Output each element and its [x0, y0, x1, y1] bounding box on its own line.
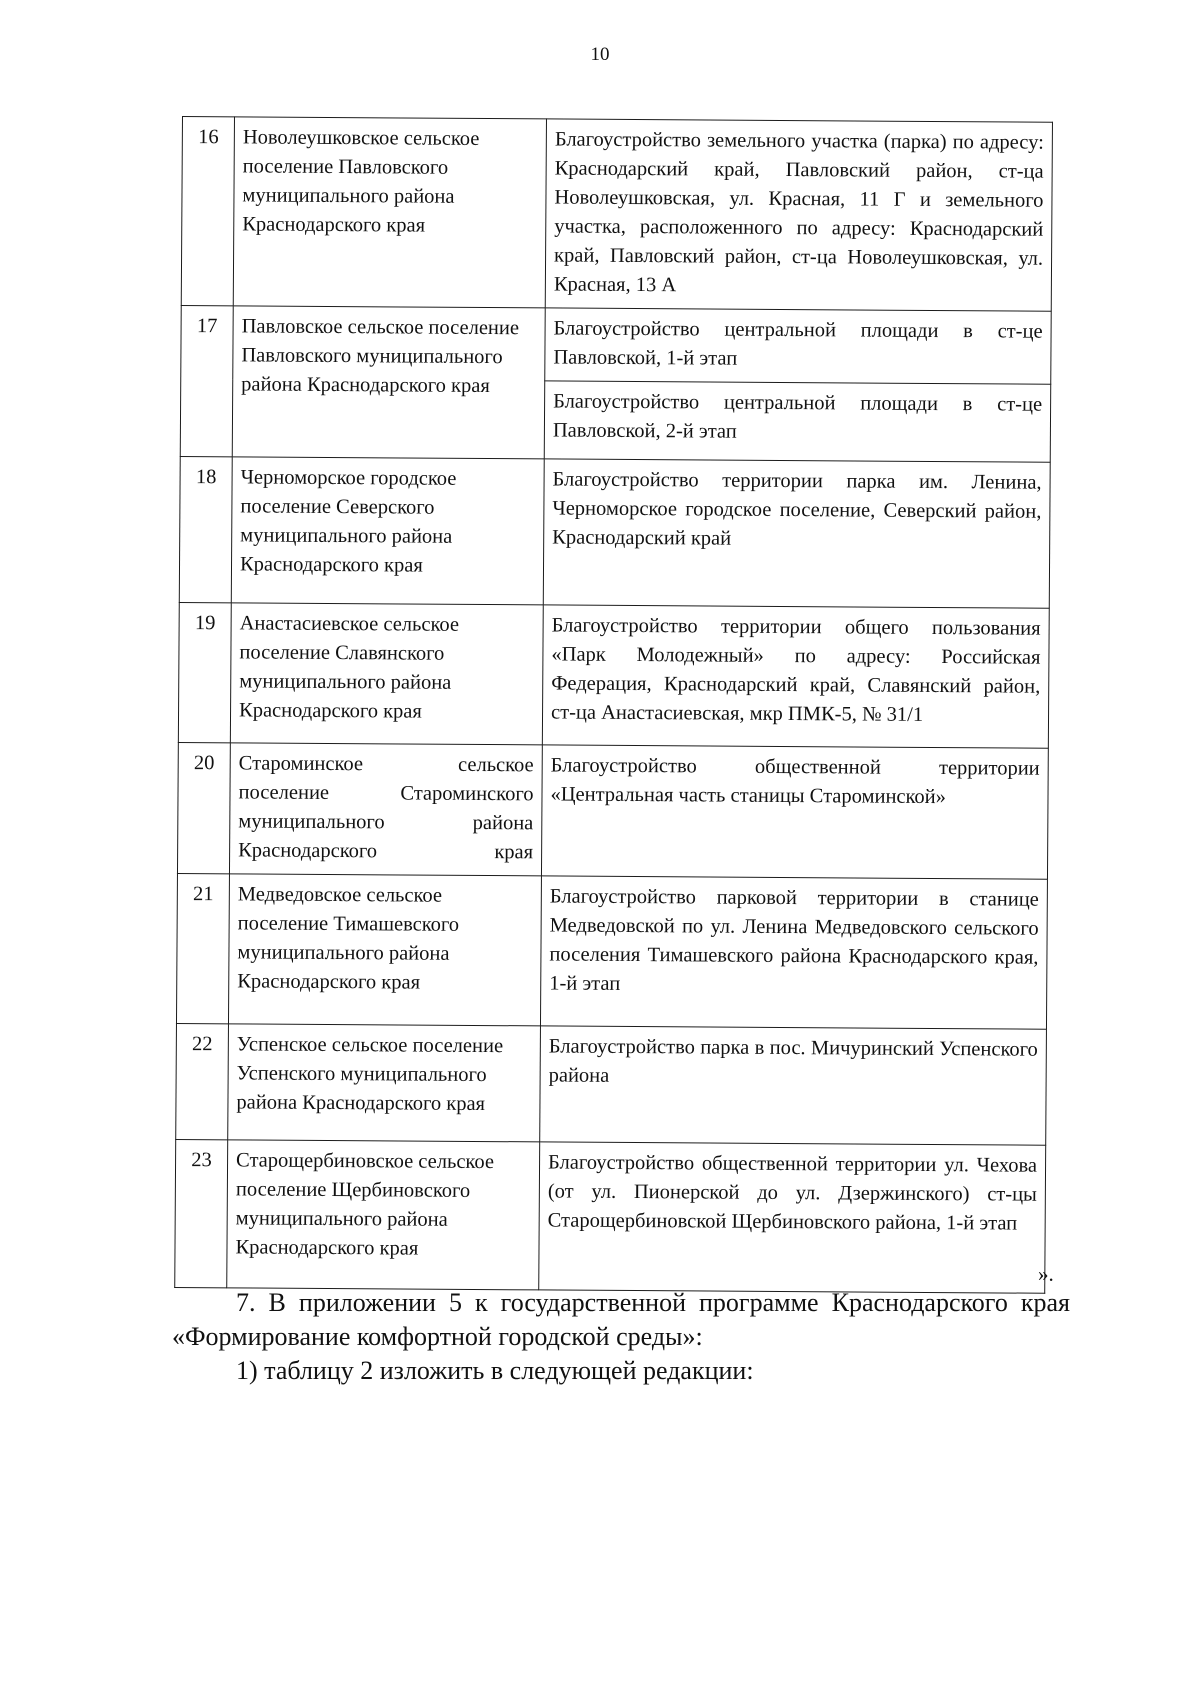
municipality-name: Медведовское сельское поселение Тимашевского муниципального района Краснодарского края [228, 874, 541, 1026]
projects-table [174, 116, 1053, 1294]
table-row [179, 456, 1050, 608]
project-description: Благоустройство общественной территории «Центральная часть станицы Староминской» [541, 745, 1048, 879]
table-row [176, 1023, 1047, 1145]
row-number: 21 [176, 873, 229, 1023]
municipality-name: Успенское сельское поселение Успенского муниципального района Краснодарского края [228, 1024, 541, 1142]
closing-quote: ». [1038, 1262, 1054, 1286]
project-description: Благоустройство территории парка им. Ленина, Черноморское городское поселение, Северский район, Краснодарский край [543, 459, 1050, 608]
municipality-name: Черноморское городское поселение Северского муниципального района Краснодарского края [231, 457, 544, 605]
table-row [177, 742, 1048, 879]
page-number: 10 [590, 44, 610, 65]
table-row [175, 1139, 1046, 1293]
municipality-name: Павловское сельское поселение Павловского муниципального района Краснодарского края [232, 306, 545, 459]
row-number: 16 [181, 117, 234, 306]
project-description: Благоустройство парка в пос. Мичуринский Успенского района [540, 1026, 1047, 1145]
project-description: Благоустройство территории общего пользования «Парк Молодежный» по адресу: Российская Федерация, Краснодарский край, Славянский район, ст-ца Анастасиевская, мкр ПМК-5, № 31/1 [542, 605, 1049, 748]
municipality-name: Староминское сельское поселение Староминского муниципального района Краснодарского края [229, 743, 542, 876]
paragraph-7-1: 1) таблицу 2 изложить в следующей редакции: [236, 1356, 754, 1385]
table-row [181, 305, 1051, 384]
project-description: Благоустройство земельного участка (парка) по адресу: Краснодарский край, Павловский район, ст-ца Новолеушковская, ул. Красная, 11 Г и земельного участка, расположенного по адресу: Краснодарский край, Павловский район, ст-ца Новолеушковская, ул. Красная, 13 А [545, 119, 1052, 311]
paragraph-7: 7. В приложении 5 к государственной программе Краснодарского края «Формирование комфортной городской среды»: [172, 1288, 1070, 1351]
municipality-name: Новолеушковское сельское поселение Павловского муниципального района Краснодарского края [233, 117, 546, 308]
row-number: 18 [179, 456, 232, 602]
row-number: 20 [177, 742, 230, 873]
project-description: Благоустройство центральной площади в ст-це Павловской, 2-й этап [544, 381, 1051, 462]
table-row [178, 602, 1049, 748]
municipality-name: Старощербиновское сельское поселение Щербиновского муниципального района Краснодарского края [227, 1140, 540, 1290]
table-row [181, 117, 1052, 312]
municipality-name: Анастасиевское сельское поселение Славянского муниципального района Краснодарского края [230, 603, 543, 745]
row-number: 23 [175, 1139, 228, 1287]
project-description: Благоустройство общественной территории ул. Чехова (от ул. Пионерской до ул. Дзержинского) ст-цы Старощербиновской Щербиновского района, 1-й этап [539, 1142, 1046, 1293]
row-number: 22 [176, 1023, 229, 1139]
table-row [176, 873, 1047, 1029]
project-description: Благоустройство парковой территории в станице Медведовской по ул. Ленина Медведовского сельского поселения Тимашевского района Краснодарского края, 1-й этап [540, 876, 1047, 1029]
row-number: 17 [180, 305, 233, 456]
project-description: Благоустройство центральной площади в ст-це Павловской, 1-й этап [545, 308, 1051, 384]
row-number: 19 [178, 602, 231, 742]
